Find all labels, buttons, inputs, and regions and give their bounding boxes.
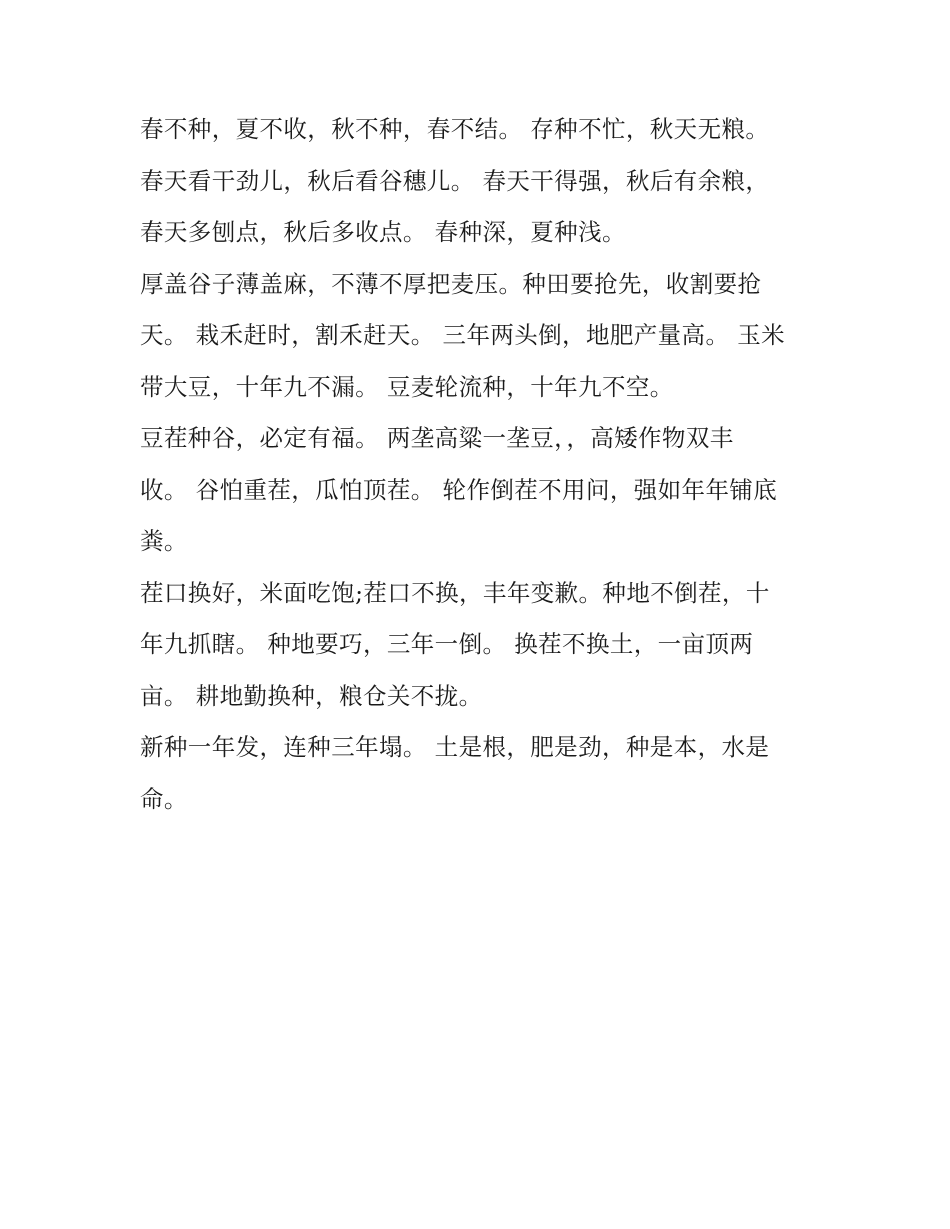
text-line: 收。 谷怕重茬，瓜怕顶茬。 轮作倒茬不用问，强如年年铺底 (140, 475, 778, 504)
text-line: 天。 栽禾赶时，割禾赶天。 三年两头倒，地肥产量高。 玉米 (140, 321, 786, 349)
text-line: 春天看干劲儿，秋后看谷穗儿。 春天干得强，秋后有余粮， (140, 166, 770, 195)
text-line: 粪。 (140, 527, 188, 555)
text-line: 命。 (140, 784, 188, 813)
text-line: 年九抓瞎。 种地要巧，三年一倒。 换茬不换土，一亩顶两 (140, 630, 754, 658)
text-line: 亩。 耕地勤换种，粮仓关不拢。 (140, 681, 483, 710)
text-line: 厚盖谷子薄盖麻，不薄不厚把麦压。种田要抢先，收割要抢 (140, 269, 762, 298)
text-line: 新种一年发，连种三年塌。 土是根，肥是劲，种是本，水是 (140, 733, 770, 761)
text-line: 带大豆，十年九不漏。 豆麦轮流种，十年九不空。 (140, 372, 674, 401)
text-line: 茬口换好，米面吃饱;茬口不换，丰年变歉。种地不倒茬，十 (140, 578, 770, 607)
text-line: 豆茬种谷，必定有福。 两垄高粱一垄豆，，高矮作物双丰 (140, 424, 734, 452)
text-line: 春不种，夏不收，秋不种，春不结。 存种不忙，秋天无粮。 (140, 115, 770, 143)
text-line: 春天多刨点，秋后多收点。 春种深，夏种浅。 (140, 218, 626, 246)
document-body (140, 106, 820, 827)
